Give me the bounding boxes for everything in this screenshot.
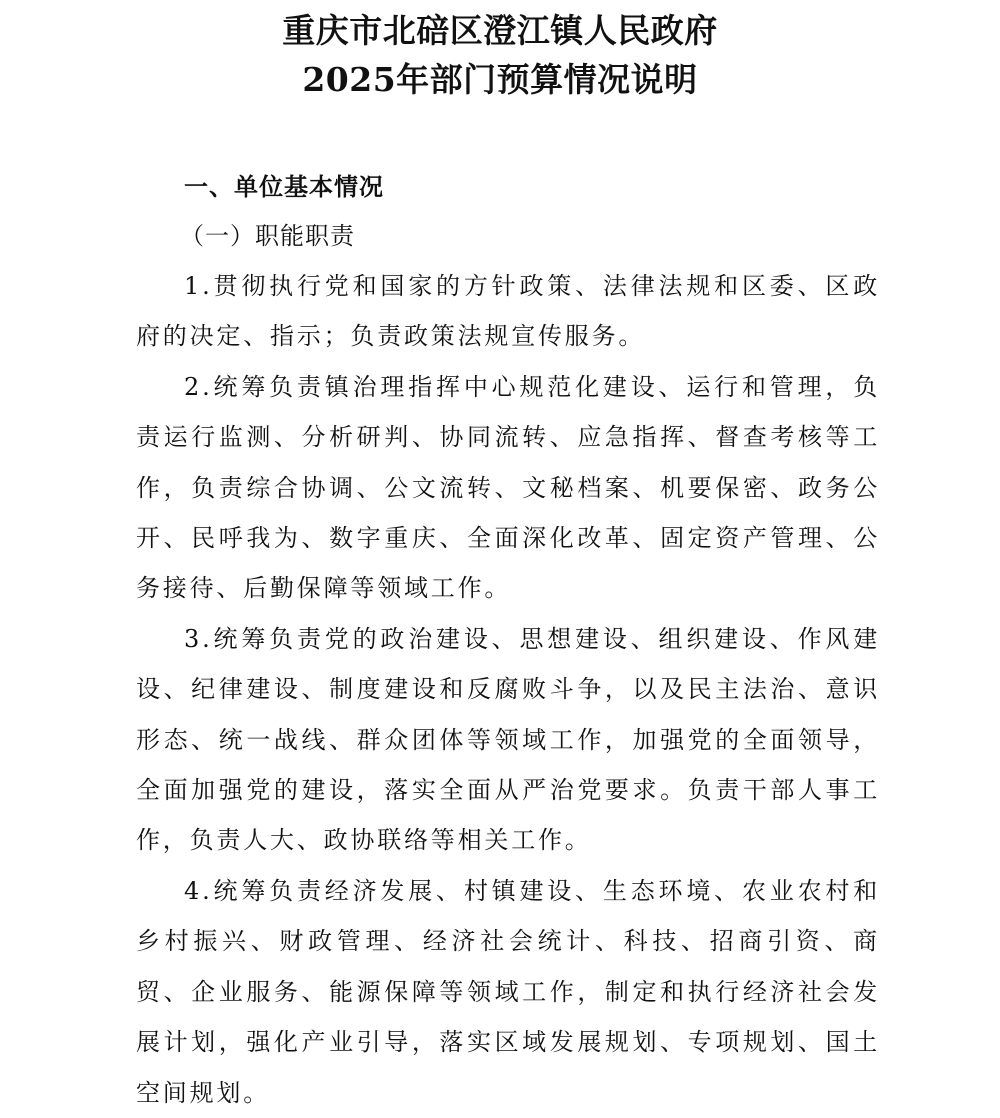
section-heading: 一、单位基本情况 bbox=[184, 172, 384, 201]
paragraph-2: 2.统筹负责镇治理指挥中心规范化建设、运行和管理，负责运行监测、分析研判、协同流转、应急指挥、督查考核等工作，负责综合协调、公文流转、文秘档案、机要保密、政务公开、民呼我为、数字重庆、全面深化改革、固定资产管理、公务接待、后勤保障等领域工作。 bbox=[136, 372, 880, 603]
paragraph-4: 4.统筹负责经济发展、村镇建设、生态环境、农业农村和乡村振兴、财政管理、经济社会统计、科技、招商引资、商贸、企业服务、能源保障等领域工作，制定和执行经济社会发展计划，强化产业引导，落实区域发展规划、专项规划、国土空间规划。 bbox=[136, 876, 880, 1107]
subsection-heading: （一）职能职责 bbox=[180, 222, 355, 250]
paragraph-3: 3.统筹负责党的政治建设、思想建设、组织建设、作风建设、纪律建设、制度建设和反腐败斗争，以及民主法治、意识形态、统一战线、群众团体等领域工作，加强党的全面领导，全面加强党的建设，落实全面从严治党要求。负责干部人事工作，负责人大、政协联络等相关工作。 bbox=[136, 624, 880, 855]
document-title-line-1: 重庆市北碚区澄江镇人民政府 bbox=[282, 11, 718, 50]
paragraph-1: 1.贯彻执行党和国家的方针政策、法律法规和区委、区政府的决定、指示；负责政策法规宣传服务。 bbox=[136, 272, 880, 351]
document-title-line-2: 2025年部门预算情况说明 bbox=[302, 60, 698, 99]
document-body bbox=[136, 163, 880, 1118]
